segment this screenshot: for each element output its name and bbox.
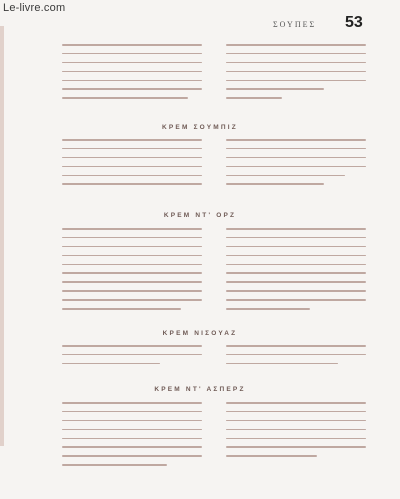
section-heading-1: ΚΡΕΜ ΣΟΥΜΠΙΖ — [162, 124, 238, 131]
text-block-3-left — [62, 345, 202, 372]
page-edge-bar — [0, 26, 4, 446]
text-block-intro-right — [226, 44, 366, 106]
section-heading-3: ΚΡΕΜ ΝΙΣΟΥΑΖ — [162, 330, 238, 337]
section-heading-2: ΚΡΕΜ ΝΤ' ΟΡΖ — [163, 212, 237, 219]
watermark: Le-livre.com — [3, 2, 66, 14]
section-heading-4: ΚΡΕΜ ΝΤ' ΑΣΠΕΡΖ — [154, 386, 246, 393]
running-header: ΣΟΥΠΕΣ — [273, 20, 317, 29]
text-block-2-left — [62, 228, 202, 317]
page-number: 53 — [345, 14, 363, 31]
text-block-2-right — [226, 228, 366, 317]
text-block-4-right — [226, 402, 366, 464]
text-block-1-right — [226, 139, 366, 192]
text-block-3-right — [226, 345, 366, 372]
text-block-1-left — [62, 139, 202, 192]
text-block-intro-left — [62, 44, 202, 106]
text-block-4-left — [62, 402, 202, 473]
